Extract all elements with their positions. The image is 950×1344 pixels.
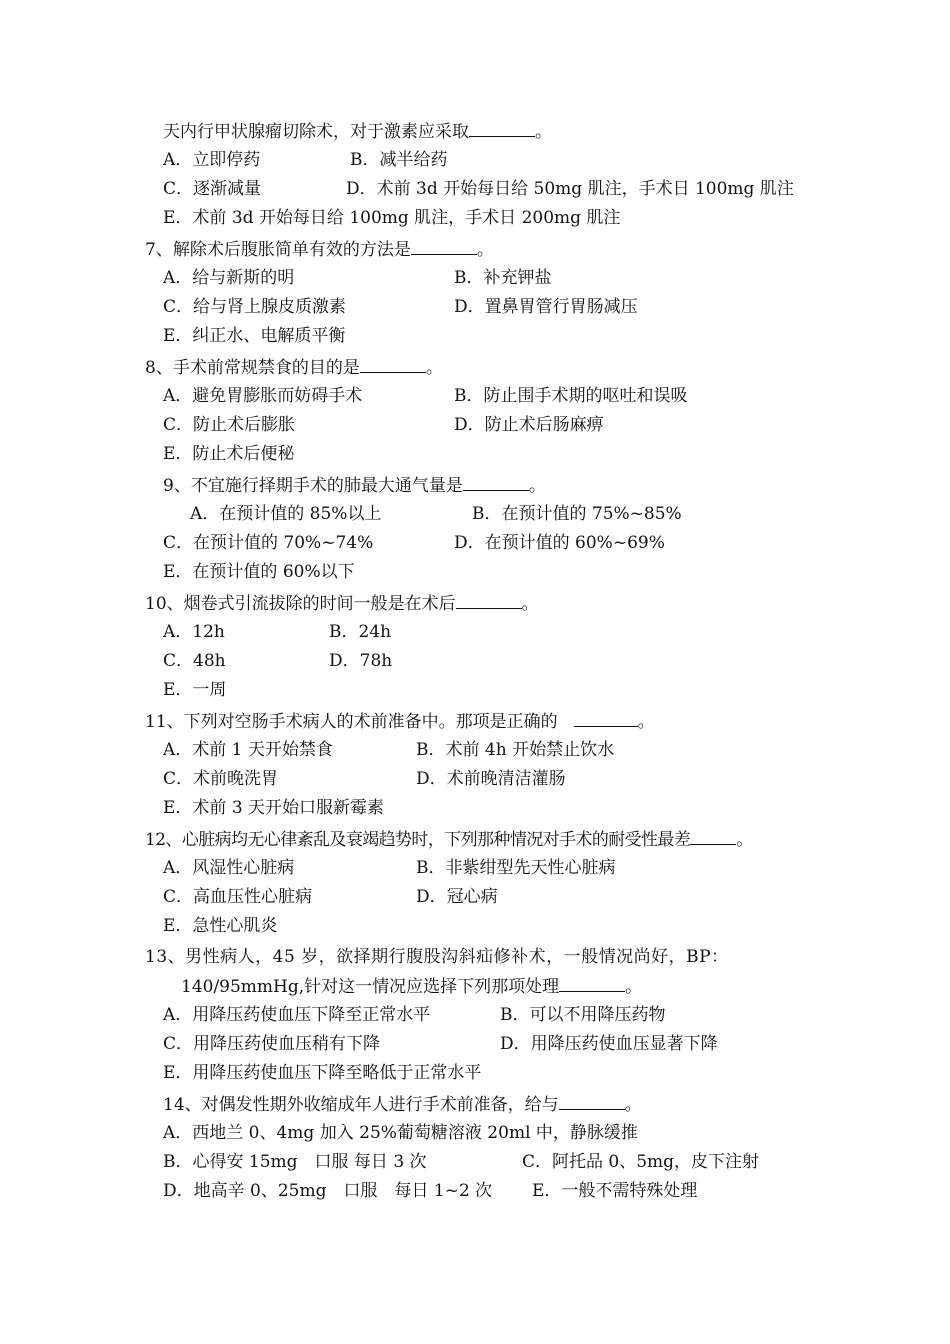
question-14-stem: 14、对偶发性期外收缩成年人进行手术前准备，给与 。 [163, 1095, 642, 1115]
option-e: E．纠正水、电解质平衡 [163, 326, 346, 346]
question-13-stem-line2: 140/95mmHg,针对这一情况应选择下列那项处理 。 [181, 977, 643, 997]
option-b: B．心得安 15mg 口服 每日 3 次 [163, 1152, 427, 1172]
answer-blank [411, 238, 477, 255]
question-text: 12、心脏病均无心律紊乱及衰竭趋势时，下列那种情况对手术的耐受性最差 [145, 830, 691, 850]
option-a: A．立即停药 [163, 150, 261, 170]
question-9-stem: 9、不宜施行择期手术的肺最大通气量是 。 [163, 476, 546, 496]
question-12-stem: 12、心脏病均无心律紊乱及衰竭趋势时，下列那种情况对手术的耐受性最差 。 [145, 830, 753, 850]
option-b: B．在预计值的 75%~85% [472, 504, 682, 524]
option-d: D．用降压药使血压显著下降 [500, 1034, 718, 1054]
option-a: A．12h [163, 622, 225, 642]
option-a: A．避免胃膨胀而妨碍手术 [163, 386, 363, 406]
question-8-stem: 8、手术前常规禁食的目的是 。 [145, 358, 443, 378]
option-b: B．非紫绀型先天性心脏病 [416, 858, 616, 878]
option-e: E．在预计值的 60%以下 [163, 562, 355, 582]
option-c: C．高血压性心脏病 [163, 887, 313, 907]
option-c: C．用降压药使血压稍有下降 [163, 1034, 381, 1054]
option-e: E．一周 [163, 680, 227, 700]
option-b: B．术前 4h 开始禁止饮水 [416, 740, 615, 760]
option-d: D．冠心病 [416, 887, 498, 907]
answer-blank [469, 120, 535, 137]
question-text: 8、手术前常规禁食的目的是 [145, 358, 360, 378]
answer-blank [574, 710, 638, 727]
option-d: D．术前 3d 开始每日给 50mg 肌注，手术日 100mg 肌注 [346, 179, 794, 199]
question-13-stem-line1 [145, 946, 729, 970]
answer-blank [559, 975, 625, 992]
answer-blank [690, 828, 736, 845]
answer-blank [456, 592, 522, 609]
option-a: A．给与新斯的明 [163, 268, 295, 288]
option-b: B．减半给药 [350, 150, 448, 170]
question-6-stem: 天内行甲状腺瘤切除术，对于激素应采取 。 [163, 122, 552, 142]
option-a: A．用降压药使血压下降至正常水平 [163, 1005, 431, 1025]
question-text: 7、解除术后腹胀简单有效的方法是 [145, 240, 411, 260]
option-b: B．防止围手术期的呕吐和误吸 [454, 386, 688, 406]
question-11-stem: 11、下列对空肠手术病人的术前准备中。那项是正确的 。 [145, 712, 655, 732]
question-10-stem: 10、烟卷式引流拔除的时间一般是在术后 。 [145, 594, 539, 614]
option-d: D．术前晚清洁灌肠 [416, 769, 566, 789]
question-text: 13、男性病人，45 岁，欲择期行腹股沟斜疝修补术，一般情况尚好，BP： [145, 947, 729, 967]
option-b: B．可以不用降压药物 [500, 1005, 666, 1025]
question-text: 140/95mmHg,针对这一情况应选择下列那项处理 [181, 977, 560, 997]
option-d: D．置鼻胃管行胃肠减压 [454, 297, 638, 317]
option-a: A．风湿性心脏病 [163, 858, 295, 878]
option-e: E．术前 3d 开始每日给 100mg 肌注，手术日 200mg 肌注 [163, 208, 621, 228]
option-e: E．急性心肌炎 [163, 916, 278, 936]
option-c: C．阿托品 0、5mg，皮下注射 [522, 1152, 760, 1172]
option-b: B．补充钾盐 [454, 268, 552, 288]
question-7-stem: 7、解除术后腹胀简单有效的方法是 。 [145, 240, 494, 260]
question-text: 10、烟卷式引流拔除的时间一般是在术后 [145, 594, 456, 614]
option-a: A．在预计值的 85%以上 [190, 504, 382, 524]
option-d: D．防止术后肠麻痹 [454, 415, 604, 435]
option-e: E．术前 3 天开始口服新霉素 [163, 798, 385, 818]
question-text: 天内行甲状腺瘤切除术，对于激素应采取 [163, 122, 469, 142]
option-c: C．逐渐减量 [163, 179, 262, 199]
option-b: B．24h [329, 622, 392, 642]
option-d: D．78h [329, 651, 393, 671]
option-a: A．西地兰 0、4mg 加入 25%葡萄糖溶液 20ml 中，静脉缓推 [163, 1123, 638, 1143]
option-a: A．术前 1 天开始禁食 [163, 740, 333, 760]
option-c: C．术前晚洗胃 [163, 769, 279, 789]
answer-blank [463, 474, 529, 491]
option-c: C．防止术后膨胀 [163, 415, 296, 435]
option-c: C．48h [163, 651, 226, 671]
option-d: D．在预计值的 60%~69% [454, 533, 665, 553]
answer-blank [360, 356, 426, 373]
option-e: E．一般不需特殊处理 [532, 1181, 698, 1201]
option-c: C．在预计值的 70%~74% [163, 533, 374, 553]
question-text: 14、对偶发性期外收缩成年人进行手术前准备，给与 [163, 1095, 559, 1115]
option-c: C．给与肾上腺皮质激素 [163, 297, 347, 317]
option-e: E．用降压药使血压下降至略低于正常水平 [163, 1063, 482, 1083]
option-e: E．防止术后便秘 [163, 444, 295, 464]
answer-blank [559, 1093, 625, 1110]
option-d: D．地高辛 0、25mg 口服 每日 1~2 次 [163, 1181, 493, 1201]
question-text: 9、不宜施行择期手术的肺最大通气量是 [163, 476, 463, 496]
question-text: 11、下列对空肠手术病人的术前准备中。那项是正确的 [145, 712, 558, 732]
